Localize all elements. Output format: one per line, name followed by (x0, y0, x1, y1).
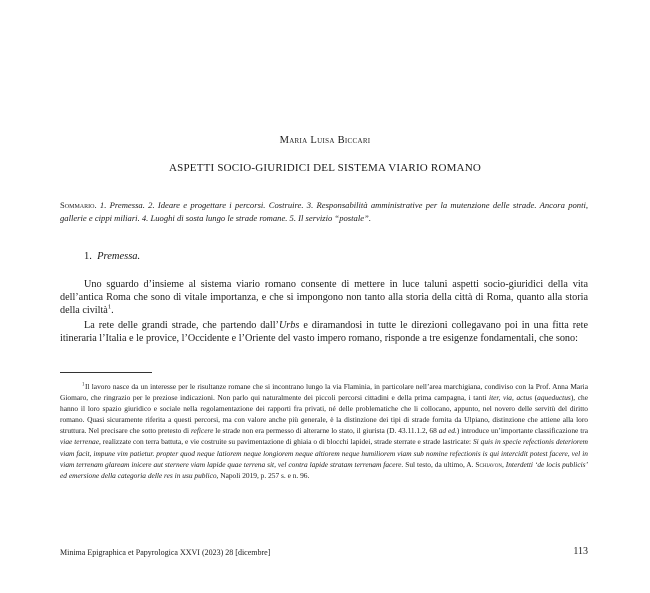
summary-text: 1. Premessa. 2. Ideare e progettare i percorsi. Costruire. 3. Responsabilità amministrative per la mutenzione delle strade. Ancora ponti, gallerie e cippi miliari. 4. Luoghi di sosta lungo le strade romane. 5. Il servizio “postale”. (60, 200, 589, 223)
footnote-text: , (501, 459, 506, 469)
footnote-italic: reficere (190, 426, 214, 436)
section-heading (84, 251, 140, 262)
section-title: Premessa. (97, 251, 141, 262)
paragraph-2-urbs: Urbs (278, 319, 300, 331)
footnote-text: ), che hanno il loro spazio giuridico e sociale nella regolamentazione dei rapporti fra privati, né delle problematiche che li collocano, appunto, nel novero delle servitù del diritto romano. Quasi sicuramente riferita a questi percorsi, ma con valore anche più generale, è la distinzione dei tipi di strade fornita da Ulpiano, distinzione che attiene alla loro struttura. Nel precisare che sotto pretesto di (60, 393, 588, 436)
footnote-text: , realizzate con terra battuta, e vie costruite su pavimentazione di ghiaia o di blocchi lapidei, strade sterrate e strade lastricate: (99, 437, 473, 447)
section-number: 1. (84, 251, 92, 262)
footnote-quote: Si quis in specie refectionis deteriorem viam facit, impune vim patietur. propter quod neque latiorem neque longiorem neque altiorem neque humiliorem viam sub nomine refectionis is qui intercidit potest facere, vel in viam terrenam glaream inicere aut sternere viam lapide quae terrena sit, vel contra lapide stratam terrenam facere. (60, 437, 588, 469)
footnote-marker: 1 (82, 382, 85, 388)
author-name-text: Maria Luisa Biccari (279, 135, 371, 146)
author-name (0, 135, 650, 146)
journal-citation: Minima Epigraphica et Papyrologica XXVI (2023) 28 [dicembre] (60, 548, 271, 557)
paragraph-1-text: Uno sguardo d’insieme al sistema viario romano consente di mettere in luce taluni aspetti socio-giuridici della vita dell’antica Roma che sono di vitale importanza, e che si impongono non tanto alla storia della città di Roma, quanto alla storia della civiltà (60, 279, 588, 317)
paragraph-2-text-a: La rete delle grandi strade, che partendo dall’ (84, 319, 279, 331)
paragraph-2 (60, 319, 588, 345)
footnote-italic: aqueductus (537, 393, 571, 403)
body-text (60, 278, 588, 345)
footnote-italic: iter, via, actus (489, 393, 533, 403)
footnote-divider (60, 372, 152, 373)
footnote-text: le strade non era permesso di alterarne lo stato, il giurista (D. 43.11.1.2, 68 (213, 426, 439, 436)
summary (60, 199, 588, 224)
footnote-1 (60, 381, 588, 481)
paragraph-1: Uno sguardo d’insieme al sistema viario romano consente di mettere in luce taluni aspetti socio-giuridici della vita dell’antica Roma che sono di vitale importanza, e che si impongono non tanto alla storia della città di Roma, quanto alla storia della civiltà$^1$. (60, 279, 588, 317)
footnote-text: Il lavoro nasce da un interesse per le risultanze romane che si incontrano lungo la via Flaminia, in particolare nell’area marchigiana, condiviso con la Prof. Anna Maria Giomaro, che ringrazio per le preziose indicazioni. Non parlo qui naturalmente dei piccoli percorsi cittadini e della prima campagna, i tanti (60, 382, 588, 403)
footnote-ref[interactable]: 1 (107, 304, 112, 312)
footnote-text: Sul testo, da ultimo, A. (403, 459, 476, 469)
footnote-cited-author: Schiavon (475, 459, 502, 469)
article-title: ASPETTI SOCIO-GIURIDICI DEL SISTEMA VIARIO ROMANO (169, 162, 481, 174)
footnote-text: ( (532, 393, 538, 403)
footnote-italic: viae terrenae (60, 437, 100, 447)
footnote-text: ) introduce un’importante classificazione tra (456, 426, 588, 436)
page-number: 113 (573, 546, 588, 557)
footnote-text: , Napoli 2019, p. 257 s. e n. 96. (216, 470, 310, 480)
footnote-cited-title: Interdetti ‘de locis publicis’ ed emersione della categoria delle res in usu publico (60, 459, 588, 480)
paragraph-2-text-b: e diramandosi in tutte le direzioni collegavano poi in una fitta rete itineraria l’Italia e le provice, l’Occidente e l’Oriente del vasto impero romano, risponde a tre esigenze fondamentali, che sono: (60, 319, 589, 344)
summary-lead: Sommario. (60, 200, 97, 210)
footnote-italic: ad ed. (438, 426, 457, 436)
footnote (60, 381, 588, 481)
